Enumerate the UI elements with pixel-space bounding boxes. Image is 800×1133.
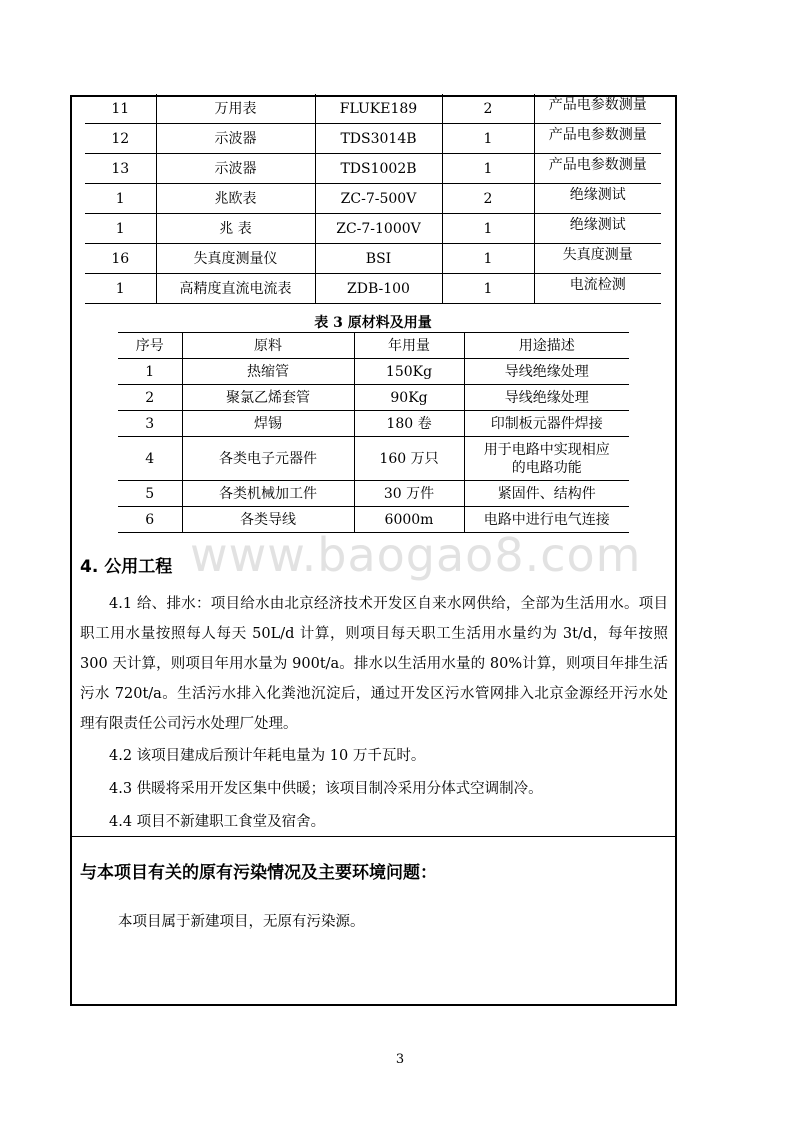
cell-use: 失真度测量 (534, 244, 661, 274)
cell-no: 1 (118, 359, 182, 385)
cell-amount: 150Kg (354, 359, 464, 385)
cell-use: 绝缘测试 (534, 214, 661, 244)
pollution-text: 本项目属于新建项目，无原有污染源。 (118, 914, 365, 930)
table-row (118, 481, 629, 507)
cell-amount: 30 万件 (354, 481, 464, 507)
cell-model: TDS1002B (315, 154, 442, 184)
cell-no: 13 (85, 154, 156, 184)
page-number: 3 (395, 1052, 405, 1067)
cell-use: 产品电参数测量 (534, 124, 661, 154)
cell-name: 高精度直流电流表 (156, 274, 315, 304)
cell-qty: 2 (442, 94, 534, 124)
cell-name: 示波器 (156, 124, 315, 154)
cell-qty: 1 (442, 274, 534, 304)
equipment-table (85, 94, 661, 304)
header-no: 序号 (118, 333, 182, 359)
cell-model: ZDB-100 (315, 274, 442, 304)
cell-name: 焊锡 (182, 411, 354, 437)
cell-use: 产品电参数测量 (534, 94, 661, 124)
materials-table (118, 332, 629, 533)
cell-name: 兆 表 (156, 214, 315, 244)
cell-model: BSI (315, 244, 442, 274)
materials-table-title: 表 3 原材料及用量 (314, 315, 432, 331)
cell-no: 12 (85, 124, 156, 154)
cell-amount: 160 万只 (354, 437, 464, 481)
table-row (118, 411, 629, 437)
table-header-row (118, 333, 629, 359)
table-row (85, 124, 661, 154)
header-material: 原料 (182, 333, 354, 359)
cell-model: ZC-7-1000V (315, 214, 442, 244)
cell-use: 绝缘测试 (534, 184, 661, 214)
table-row (118, 385, 629, 411)
paragraph-canteen: 4.4 项目不新建职工食堂及宿舍。 (109, 814, 326, 830)
paragraph-heating: 4.3 供暖将采用开发区集中供暖；该项目制冷采用分体式空调制冷。 (109, 781, 543, 797)
cell-no: 3 (118, 411, 182, 437)
cell-model: TDS3014B (315, 124, 442, 154)
table-row (85, 94, 661, 124)
cell-name: 热缩管 (182, 359, 354, 385)
cell-no: 1 (85, 184, 156, 214)
cell-use: 电路中进行电气连接 (464, 507, 629, 533)
cell-no: 5 (118, 481, 182, 507)
cell-name: 万用表 (156, 94, 315, 124)
cell-no: 16 (85, 244, 156, 274)
cell-no: 4 (118, 437, 182, 481)
cell-use: 导线绝缘处理 (464, 385, 629, 411)
table-row (85, 154, 661, 184)
cell-model: ZC-7-500V (315, 184, 442, 214)
cell-name: 示波器 (156, 154, 315, 184)
cell-use: 导线绝缘处理 (464, 359, 629, 385)
cell-qty: 1 (442, 244, 534, 274)
cell-name: 聚氯乙烯套管 (182, 385, 354, 411)
table-row (85, 244, 661, 274)
cell-no: 6 (118, 507, 182, 533)
cell-qty: 1 (442, 124, 534, 154)
cell-no: 1 (85, 214, 156, 244)
cell-model: FLUKE189 (315, 94, 442, 124)
cell-name: 各类导线 (182, 507, 354, 533)
cell-amount: 6000m (354, 507, 464, 533)
cell-qty: 1 (442, 214, 534, 244)
cell-amount: 90Kg (354, 385, 464, 411)
cell-name: 失真度测量仪 (156, 244, 315, 274)
header-use: 用途描述 (464, 333, 629, 359)
header-amount: 年用量 (354, 333, 464, 359)
cell-use: 电流检测 (534, 274, 661, 304)
cell-name: 兆欧表 (156, 184, 315, 214)
cell-no: 2 (118, 385, 182, 411)
cell-use: 产品电参数测量 (534, 154, 661, 184)
watermark: www.baogao8.com (190, 528, 642, 582)
cell-no: 1 (85, 274, 156, 304)
table-row (85, 274, 661, 304)
cell-name: 各类机械加工件 (182, 481, 354, 507)
table-row (85, 214, 661, 244)
cell-no: 11 (85, 94, 156, 124)
table-row (118, 437, 629, 481)
section-title: 4. 公用工程 (80, 557, 173, 577)
cell-use-line1: 用于电路中实现相应 (483, 441, 610, 458)
cell-name: 各类电子元器件 (182, 437, 354, 481)
cell-use-line2: 的电路功能 (511, 459, 582, 476)
pollution-heading: 与本项目有关的原有污染情况及主要环境问题： (80, 863, 437, 883)
cell-use: 紧固件、结构件 (464, 481, 629, 507)
cell-use (464, 437, 629, 481)
cell-qty: 1 (442, 154, 534, 184)
cell-amount: 180 卷 (354, 411, 464, 437)
cell-use: 印制板元器件焊接 (464, 411, 629, 437)
cell-qty: 2 (442, 184, 534, 214)
table-row (118, 359, 629, 385)
paragraph-power: 4.2 该项目建成后预计年耗电量为 10 万千瓦时。 (109, 748, 426, 764)
table-row (85, 184, 661, 214)
paragraph-water: 4.1 给、排水：项目给水由北京经济技术开发区自来水网供给，全部为生活用水。项目职工用水量按照每人每天 50L/d 计算，则项目每天职工生活用水量约为 3t/d，每年按照 300 天计算，则项目年用水量为 900t/a。排水以生活用水量的 80%计算，则项目年排生活污水 720t/a。生活污水排入化粪池沉淀后，通过开发区污水管网排入北京金源经开污水处理有限责任公司污水处理厂处理。 (80, 596, 668, 732)
